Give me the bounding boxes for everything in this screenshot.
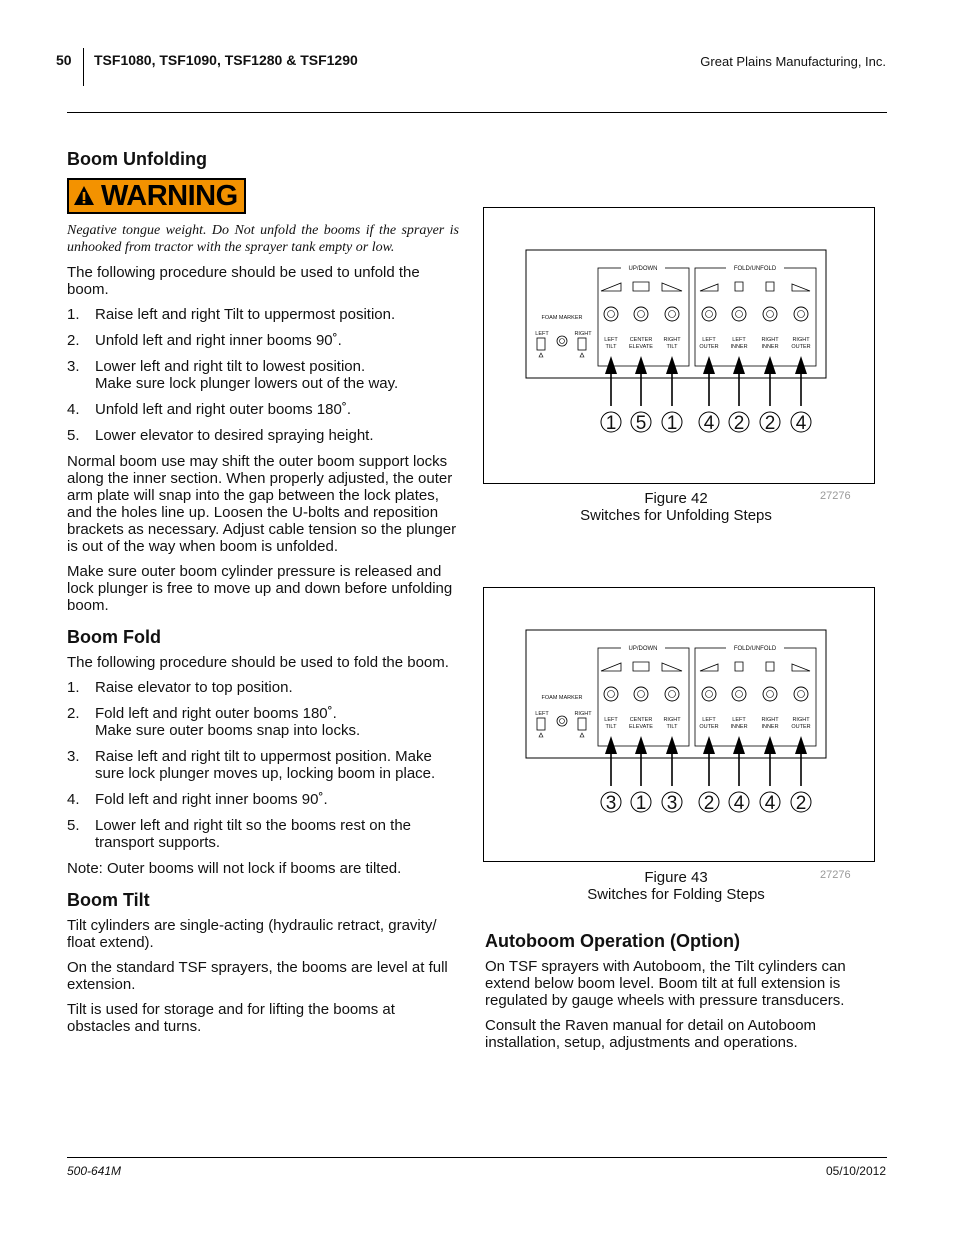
unfolding-paragraph-2: Make sure outer boom cylinder pressure is released and lock plunger is free to move up and down before unfolding boom. bbox=[67, 563, 453, 614]
switch-label: OUTER bbox=[699, 724, 719, 730]
foam-right-indicator bbox=[578, 718, 586, 730]
switch-symbol-icon bbox=[601, 663, 621, 671]
switch-panel-diagram bbox=[484, 208, 874, 483]
header-divider bbox=[83, 48, 84, 86]
switch-label: LEFT bbox=[604, 337, 618, 343]
switch-label: INNER bbox=[761, 724, 779, 730]
foam-marker-switch bbox=[557, 716, 567, 726]
step-number: 2 bbox=[795, 793, 807, 814]
foam-marker-switch bbox=[557, 336, 567, 346]
tilt-paragraph-3: Tilt is used for storage and for lifting the booms at obstacles and turns. bbox=[67, 1001, 395, 1035]
switch-panel-diagram bbox=[484, 588, 874, 861]
foam-marker-label: FOAM MARKER bbox=[541, 695, 583, 701]
right-column bbox=[485, 930, 877, 1059]
figure-43-number: 27276 bbox=[820, 869, 851, 881]
warning-triangle-icon bbox=[73, 185, 95, 207]
arrow-head bbox=[764, 736, 776, 754]
foam-right-label: RIGHT bbox=[574, 711, 592, 717]
foam-left-indicator bbox=[537, 338, 545, 350]
switch-label: LEFT bbox=[604, 717, 618, 723]
arrow-head bbox=[635, 736, 647, 754]
list-item: 2. Unfold left and right inner booms 90˚. bbox=[67, 332, 342, 349]
switch-label: TILT bbox=[605, 344, 617, 350]
switch-symbol-icon bbox=[700, 284, 718, 291]
autoboom-heading: Autoboom Operation (Option) bbox=[485, 931, 740, 951]
arrow-head bbox=[795, 736, 807, 754]
warning-label bbox=[67, 178, 246, 214]
switch-label: RIGHT bbox=[792, 337, 810, 343]
tilt-paragraph-2: On the standard TSF sprayers, the booms are level at full extension. bbox=[67, 959, 448, 993]
switch-label: OUTER bbox=[699, 344, 719, 350]
toggle-switch bbox=[604, 307, 618, 321]
boom-tilt-heading: Boom Tilt bbox=[67, 890, 150, 910]
switch-symbol-icon bbox=[792, 664, 810, 671]
step-number: 4 bbox=[795, 413, 807, 434]
foldunfold-label: FOLD/UNFOLD bbox=[733, 266, 777, 272]
boom-unfolding-heading: Boom Unfolding bbox=[67, 149, 207, 169]
document-number: 500-641M bbox=[67, 1164, 122, 1178]
arrow-head bbox=[795, 356, 807, 374]
figure-43 bbox=[483, 587, 875, 862]
toggle-switch bbox=[665, 687, 679, 701]
switch-symbol-icon bbox=[766, 282, 774, 291]
toggle-switch bbox=[763, 687, 777, 701]
step-number: 2 bbox=[733, 413, 745, 434]
switch-label: LEFT bbox=[732, 717, 746, 723]
switch-label: RIGHT bbox=[663, 337, 681, 343]
fold-intro: The following procedure should be used to fold the boom. bbox=[67, 654, 449, 671]
updown-group bbox=[598, 268, 689, 366]
arrow-head bbox=[733, 736, 745, 754]
updown-label: UP/DOWN bbox=[628, 266, 658, 272]
step-number: 4 bbox=[703, 413, 715, 434]
toggle-switch bbox=[732, 687, 746, 701]
step-number: 3 bbox=[605, 793, 617, 814]
step-number: 2 bbox=[703, 793, 715, 814]
foam-left-label: LEFT bbox=[535, 711, 549, 717]
toggle-switch bbox=[732, 307, 746, 321]
switch-label: LEFT bbox=[732, 337, 746, 343]
list-item: 3. Lower left and right tilt to lowest position. Make sure lock plunger lowers out of the way. bbox=[67, 358, 399, 392]
warning-text: WARNING bbox=[101, 179, 238, 212]
toggle-switch bbox=[604, 687, 618, 701]
page-number: 50 bbox=[56, 52, 72, 68]
foldunfold-group bbox=[695, 648, 816, 746]
switch-label: LEFT bbox=[702, 717, 716, 723]
toggle-switch bbox=[702, 687, 716, 701]
foldunfold-group bbox=[695, 268, 816, 366]
switch-label: OUTER bbox=[791, 724, 811, 730]
list-item: 1. Raise elevator to top position. bbox=[67, 679, 293, 696]
document-title: TSF1080, TSF1090, TSF1280 & TSF1290 bbox=[94, 52, 358, 68]
arrow-head bbox=[703, 736, 715, 754]
foam-left-indicator bbox=[537, 718, 545, 730]
unfolding-intro: The following procedure should be used to unfold the boom. bbox=[67, 264, 420, 298]
switch-symbol-icon bbox=[633, 662, 649, 671]
switch-symbol-icon bbox=[633, 282, 649, 291]
arrow-head bbox=[605, 356, 617, 374]
list-item: 5. Lower left and right tilt so the booms rest on the transport supports. bbox=[67, 817, 412, 851]
tilt-paragraph-1: Tilt cylinders are single-acting (hydraulic retract, gravity/ float extend). bbox=[67, 917, 437, 951]
warning-note: Negative tongue weight. Do Not unfold the booms if the sprayer is unhooked from tractor with the sprayer tank empty or low. bbox=[67, 223, 459, 255]
toggle-switch bbox=[794, 687, 808, 701]
step-number: 1 bbox=[605, 413, 617, 434]
switch-label: OUTER bbox=[791, 344, 811, 350]
step-number: 4 bbox=[733, 793, 745, 814]
switch-label: CENTER bbox=[629, 337, 653, 343]
switch-label: LEFT bbox=[702, 337, 716, 343]
foam-left-label: LEFT bbox=[535, 331, 549, 337]
drop-icon bbox=[539, 733, 543, 737]
step-number: 4 bbox=[764, 793, 776, 814]
header-rule bbox=[67, 112, 887, 113]
arrow-head bbox=[733, 356, 745, 374]
switch-label: CENTER bbox=[629, 717, 653, 723]
unfolding-steps bbox=[67, 306, 459, 444]
figure-42-caption: Figure 42 Switches for Unfolding Steps bbox=[580, 490, 772, 524]
step-number: 5 bbox=[635, 413, 647, 434]
updown-label: UP/DOWN bbox=[628, 646, 658, 652]
step-number: 3 bbox=[666, 793, 678, 814]
step-number: 2 bbox=[764, 413, 776, 434]
switch-label: INNER bbox=[761, 344, 779, 350]
toggle-switch bbox=[665, 307, 679, 321]
drop-icon bbox=[580, 353, 584, 357]
toggle-switch bbox=[634, 687, 648, 701]
drop-icon bbox=[580, 733, 584, 737]
switch-label: ELEVATE bbox=[629, 344, 653, 350]
toggle-switch bbox=[794, 307, 808, 321]
switch-label: RIGHT bbox=[761, 717, 779, 723]
list-item: 4. Fold left and right inner booms 90˚. bbox=[67, 791, 328, 808]
switch-label: INNER bbox=[730, 344, 748, 350]
publication-date: 05/10/2012 bbox=[825, 1164, 886, 1178]
switch-label: ELEVATE bbox=[629, 724, 653, 730]
boom-fold-heading: Boom Fold bbox=[67, 627, 161, 647]
list-item: 4. Unfold left and right outer booms 180˚. bbox=[67, 401, 351, 418]
fold-note: Note: Outer booms will not lock if booms are tilted. bbox=[67, 860, 402, 877]
toggle-switch bbox=[763, 307, 777, 321]
footer-rule bbox=[67, 1157, 887, 1158]
arrow-head bbox=[703, 356, 715, 374]
switch-symbol-icon bbox=[792, 284, 810, 291]
foam-marker-label: FOAM MARKER bbox=[541, 315, 583, 321]
figure-43-caption: Figure 43 Switches for Folding Steps bbox=[587, 869, 765, 903]
foam-right-indicator bbox=[578, 338, 586, 350]
updown-group bbox=[598, 648, 689, 746]
arrow-head bbox=[666, 356, 678, 374]
autoboom-paragraph-2: Consult the Raven manual for detail on Autoboom installation, setup, adjustments and operations. bbox=[485, 1017, 817, 1051]
drop-icon bbox=[539, 353, 543, 357]
step-number: 1 bbox=[635, 793, 647, 814]
step-number: 1 bbox=[666, 413, 678, 434]
foam-right-label: RIGHT bbox=[574, 331, 592, 337]
switch-label: TILT bbox=[666, 724, 678, 730]
fold-steps bbox=[67, 679, 459, 851]
arrow-head bbox=[605, 736, 617, 754]
switch-symbol-icon bbox=[700, 664, 718, 671]
switch-symbol-icon bbox=[735, 282, 743, 291]
unfolding-paragraph-1: Normal boom use may shift the outer boom support locks along the inner section. When properly adjusted, the outer arm plate will snap into the gap between the lock plates, and the holes line up. Loosen the U-bolts and reposition brackets as necessary. Adjust cable tension so the plunger is out of the way when boom is unfolded. bbox=[67, 453, 457, 555]
switch-label: TILT bbox=[666, 344, 678, 350]
foldunfold-label: FOLD/UNFOLD bbox=[733, 646, 777, 652]
figure-42 bbox=[483, 207, 875, 484]
autoboom-paragraph-1: On TSF sprayers with Autoboom, the Tilt cylinders can extend below boom level. Boom tilt at full extension is regulated by gauge wheels with pressure transducers. bbox=[485, 958, 846, 1009]
switch-label: TILT bbox=[605, 724, 617, 730]
switch-symbol-icon bbox=[735, 662, 743, 671]
switch-symbol-icon bbox=[662, 663, 682, 671]
switch-symbol-icon bbox=[601, 283, 621, 291]
arrow-head bbox=[635, 356, 647, 374]
figure-42-number: 27276 bbox=[820, 490, 851, 502]
list-item: 3. Raise left and right tilt to uppermost position. Make sure lock plunger moves up, locking boom in place. bbox=[67, 748, 436, 782]
arrow-head bbox=[764, 356, 776, 374]
switch-symbol-icon bbox=[662, 283, 682, 291]
switch-symbol-icon bbox=[766, 662, 774, 671]
switch-label: RIGHT bbox=[792, 717, 810, 723]
list-item: 2. Fold left and right outer booms 180˚. Make sure outer booms snap into locks. bbox=[67, 705, 361, 739]
switch-label: RIGHT bbox=[663, 717, 681, 723]
switch-label: INNER bbox=[730, 724, 748, 730]
toggle-switch bbox=[702, 307, 716, 321]
list-item: 1. Raise left and right Tilt to uppermost position. bbox=[67, 306, 396, 323]
switch-label: RIGHT bbox=[761, 337, 779, 343]
list-item: 5. Lower elevator to desired spraying height. bbox=[67, 427, 374, 444]
arrow-head bbox=[666, 736, 678, 754]
toggle-switch bbox=[634, 307, 648, 321]
company-name: Great Plains Manufacturing, Inc. bbox=[700, 54, 886, 69]
left-column bbox=[67, 148, 459, 1043]
